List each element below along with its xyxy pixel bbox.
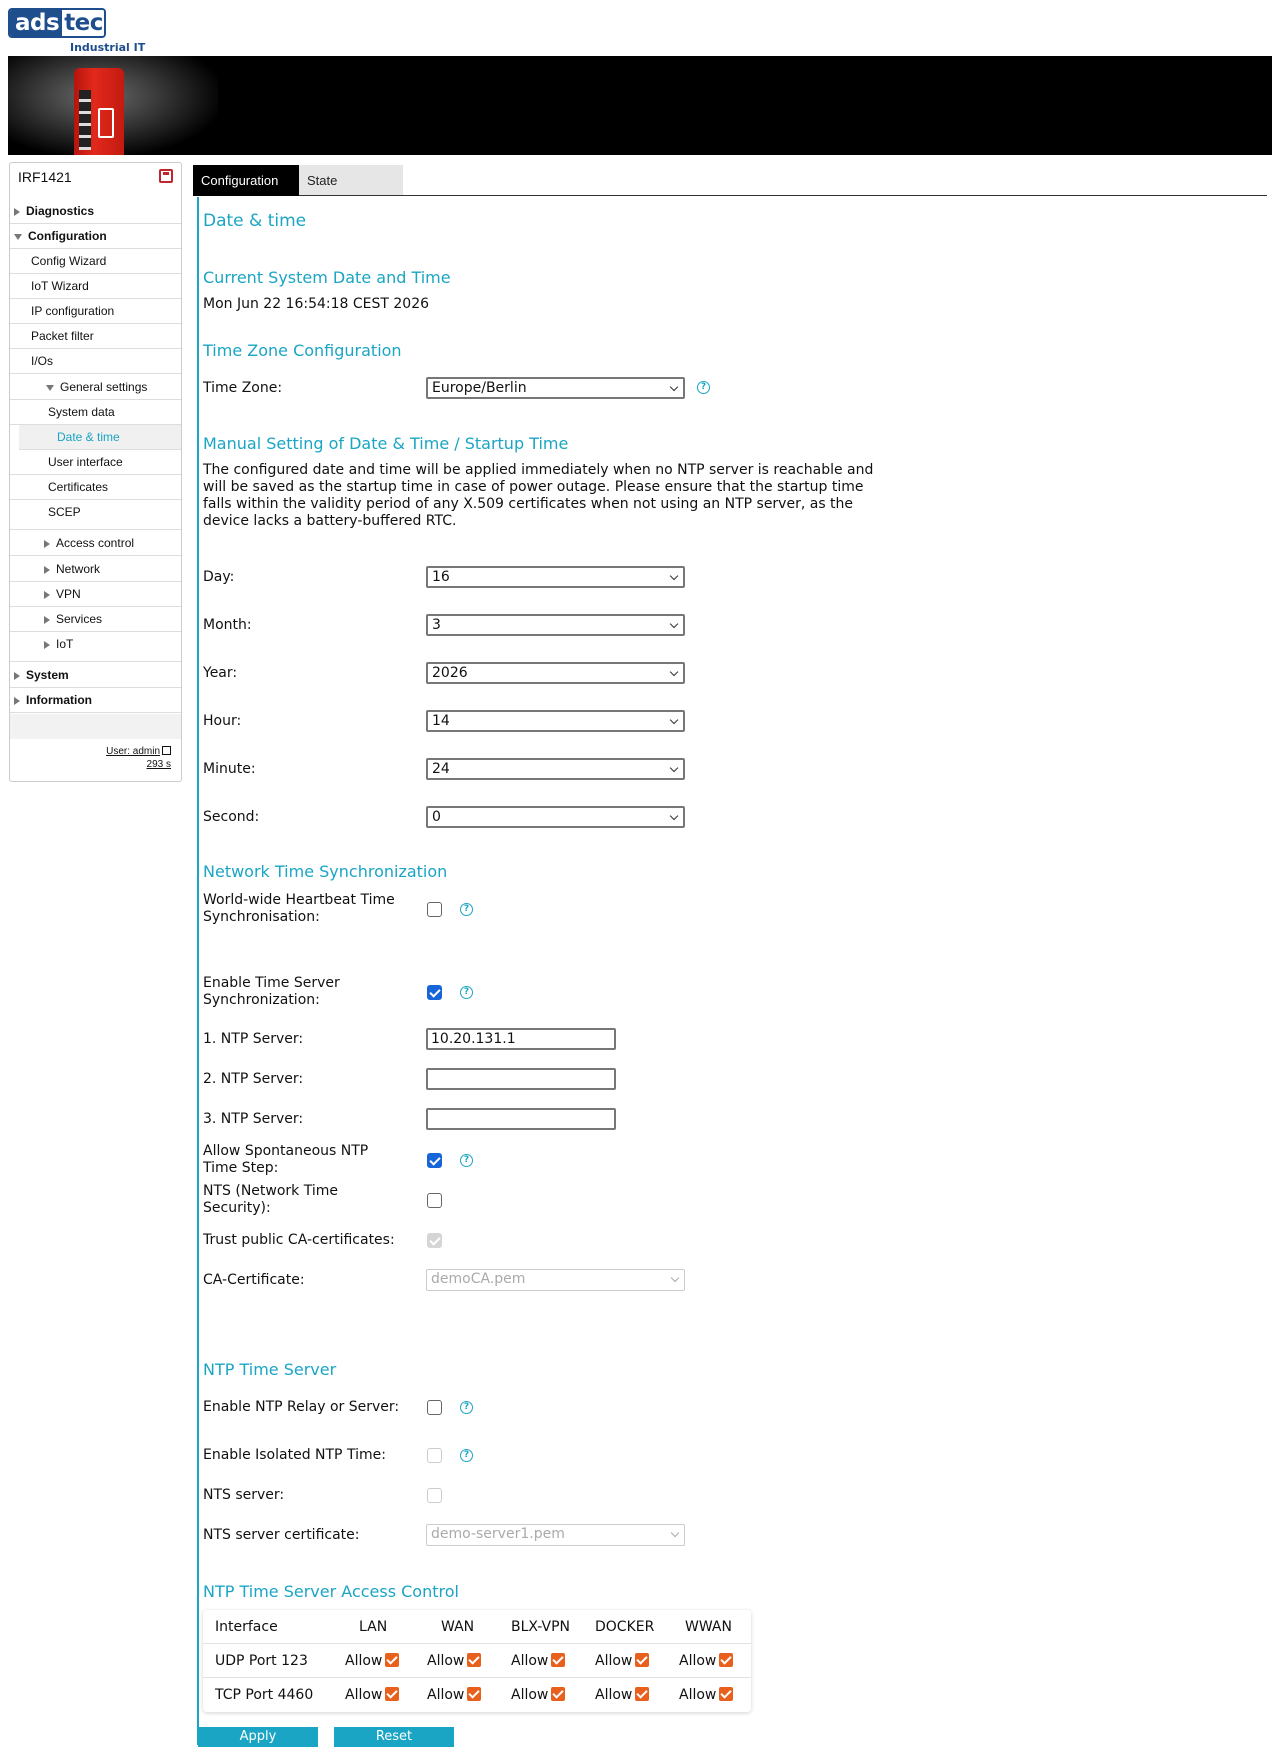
col-wan: WAN: [441, 1619, 475, 1635]
nts-cert-select: demo-server1.pem: [426, 1524, 685, 1546]
sidebar-item-services[interactable]: Services: [10, 607, 181, 632]
expand-right-icon: [44, 566, 50, 574]
user-link[interactable]: User: admin: [106, 746, 160, 757]
nts-label: NTS (Network Time Security):: [203, 1183, 338, 1216]
manual-description: The configured date and time will be applied immediately when no NTP server is reachable and will be saved as the startup time in case of power outage. Please ensure that the startup time falls within the validity period of any X.509 certificates when not using an NTP server, as the device lacks a battery-buffered RTC.: [203, 462, 874, 529]
allow-cell[interactable]: Allow: [511, 1644, 565, 1678]
ntp1-label: 1. NTP Server:: [203, 1031, 304, 1047]
year-label: Year:: [203, 665, 238, 681]
relay-checkbox[interactable]: [427, 1400, 442, 1415]
sidebar-item-iot-wizard[interactable]: IoT Wizard: [10, 274, 181, 299]
allow-cell[interactable]: Allow: [427, 1678, 481, 1712]
ca-cert-label: CA-Certificate:: [203, 1272, 305, 1288]
table-row: [203, 1644, 751, 1678]
router-device-image: [74, 68, 124, 155]
header-banner: [8, 56, 1272, 155]
nts-server-label: NTS server:: [203, 1487, 285, 1503]
sidebar-item-packet-filter[interactable]: Packet filter: [10, 324, 181, 349]
nts-checkbox[interactable]: [427, 1193, 442, 1208]
save-icon[interactable]: [159, 169, 173, 183]
sidebar-item-system[interactable]: System: [10, 663, 181, 688]
col-wwan: WWAN: [685, 1619, 732, 1635]
section-current-heading: Current System Date and Time: [203, 268, 451, 287]
adstec-logo: [8, 8, 106, 38]
allow-cell[interactable]: Allow: [595, 1678, 649, 1712]
minute-label: Minute:: [203, 761, 256, 777]
sidebar-item-general-settings[interactable]: General settings: [10, 375, 181, 400]
trust-ca-label: Trust public CA-certificates:: [203, 1232, 395, 1248]
logo-right: tec: [62, 10, 106, 36]
expand-right-icon: [14, 672, 20, 680]
second-label: Second:: [203, 809, 260, 825]
nts-server-checkbox[interactable]: [427, 1488, 442, 1503]
sidebar-item-ios[interactable]: I/Os: [10, 349, 181, 374]
help-icon[interactable]: ?: [460, 1154, 473, 1167]
expand-right-icon: [44, 591, 50, 599]
sidebar-item-date-time[interactable]: Date & time: [19, 425, 181, 450]
row-name: UDP Port 123: [215, 1653, 308, 1669]
allow-cell[interactable]: Allow: [595, 1644, 649, 1678]
sidebar-item-network[interactable]: Network: [10, 557, 181, 582]
month-select[interactable]: 3: [426, 614, 685, 636]
ntp3-input[interactable]: [426, 1108, 616, 1130]
table-header-row: [203, 1610, 751, 1644]
allow-checkbox: [467, 1653, 481, 1667]
allow-cell[interactable]: Allow: [679, 1678, 733, 1712]
help-icon[interactable]: ?: [460, 1449, 473, 1462]
allow-checkbox: [385, 1687, 399, 1701]
isolated-label: Enable Isolated NTP Time:: [203, 1447, 386, 1463]
enable-sync-label: Enable Time Server Synchronization:: [203, 975, 340, 1008]
isolated-checkbox[interactable]: [427, 1448, 442, 1463]
page-title: Date & time: [203, 211, 307, 231]
help-icon[interactable]: ?: [697, 381, 710, 394]
tab-configuration[interactable]: Configuration: [193, 165, 299, 196]
expand-right-icon: [44, 641, 50, 649]
section-server-heading: NTP Time Server: [203, 1360, 337, 1379]
ntp2-label: 2. NTP Server:: [203, 1071, 304, 1087]
heartbeat-label: World-wide Heartbeat Time Synchronisation:: [203, 892, 395, 925]
allow-checkbox: [385, 1653, 399, 1667]
section-access-heading: NTP Time Server Access Control: [203, 1582, 459, 1601]
apply-button[interactable]: Apply: [198, 1727, 318, 1747]
nts-cert-label: NTS server certificate:: [203, 1527, 360, 1543]
expand-right-icon: [14, 697, 20, 705]
col-blx-vpn: BLX-VPN: [511, 1619, 571, 1635]
timezone-select[interactable]: Europe/Berlin: [426, 377, 685, 399]
expand-down-icon: [14, 234, 22, 240]
allow-cell[interactable]: Allow: [511, 1678, 565, 1712]
sidebar-item-system-data[interactable]: System data: [10, 400, 181, 425]
day-label: Day:: [203, 569, 235, 585]
current-datetime: Mon Jun 22 16:54:18 CEST 2026: [203, 296, 430, 312]
enable-sync-checkbox[interactable]: [427, 985, 442, 1000]
allow-cell[interactable]: Allow: [679, 1644, 733, 1678]
sidebar-item-information[interactable]: Information: [10, 688, 181, 713]
sidebar-item-user-interface[interactable]: User interface: [10, 450, 181, 475]
sidebar-item-diagnostics[interactable]: Diagnostics: [10, 199, 181, 224]
second-select[interactable]: 0: [426, 806, 685, 828]
heartbeat-checkbox[interactable]: [427, 902, 442, 917]
spontaneous-checkbox[interactable]: [427, 1153, 442, 1168]
col-docker: DOCKER: [595, 1619, 655, 1635]
sidebar-item-iot[interactable]: IoT: [10, 632, 181, 662]
allow-cell[interactable]: Allow: [345, 1644, 399, 1678]
timezone-label: Time Zone:: [203, 380, 283, 396]
allow-checkbox: [719, 1687, 733, 1701]
sidebar-item-access-control[interactable]: Access control: [10, 531, 181, 556]
section-nts-heading: Network Time Synchronization: [203, 862, 448, 881]
user-info: [106, 745, 171, 771]
device-name: IRF1421: [18, 169, 72, 185]
minute-select[interactable]: 24: [426, 758, 685, 780]
sidebar-item-vpn[interactable]: VPN: [10, 582, 181, 607]
reset-button[interactable]: Reset: [334, 1727, 454, 1747]
ca-cert-select: demoCA.pem: [426, 1269, 685, 1291]
allow-checkbox: [719, 1653, 733, 1667]
sidebar-item-configuration[interactable]: Configuration: [10, 224, 181, 249]
year-select[interactable]: 2026: [426, 662, 685, 684]
sidebar-nav: [9, 162, 182, 782]
allow-checkbox: [551, 1653, 565, 1667]
help-icon[interactable]: ?: [460, 986, 473, 999]
ntp3-label: 3. NTP Server:: [203, 1111, 304, 1127]
help-icon[interactable]: ?: [460, 903, 473, 916]
tab-state[interactable]: State: [299, 165, 403, 196]
col-interface: Interface: [215, 1619, 278, 1635]
trust-ca-checkbox: [427, 1233, 442, 1248]
expand-right-icon: [14, 208, 20, 216]
logout-icon[interactable]: [162, 746, 171, 755]
expand-down-icon: [46, 385, 54, 391]
allow-checkbox: [551, 1687, 565, 1701]
session-timer: 293 s: [146, 759, 171, 770]
allow-cell[interactable]: Allow: [345, 1678, 399, 1712]
sidebar-item-config-wizard[interactable]: Config Wizard: [10, 249, 181, 274]
table-row: [203, 1678, 751, 1712]
sidebar-item-certificates[interactable]: Certificates: [10, 475, 181, 500]
allow-checkbox: [467, 1687, 481, 1701]
section-manual-heading: Manual Setting of Date & Time / Startup Time: [203, 434, 569, 453]
ntp1-input[interactable]: 10.20.131.1: [426, 1028, 616, 1050]
relay-label: Enable NTP Relay or Server:: [203, 1399, 400, 1415]
day-select[interactable]: 16: [426, 566, 685, 588]
allow-checkbox: [635, 1653, 649, 1667]
sidebar-item-ip-configuration[interactable]: IP configuration: [10, 299, 181, 324]
section-timezone-heading: Time Zone Configuration: [203, 341, 402, 360]
ntp2-input[interactable]: [426, 1068, 616, 1090]
allow-checkbox: [635, 1687, 649, 1701]
expand-right-icon: [44, 616, 50, 624]
hour-select[interactable]: 14: [426, 710, 685, 732]
access-control-table: [203, 1610, 751, 1712]
logo-subtitle: Industrial IT: [70, 41, 146, 54]
month-label: Month:: [203, 617, 252, 633]
sidebar-item-scep[interactable]: SCEP: [10, 500, 181, 530]
allow-cell[interactable]: Allow: [427, 1644, 481, 1678]
hour-label: Hour:: [203, 713, 242, 729]
help-icon[interactable]: ?: [460, 1401, 473, 1414]
col-lan: LAN: [359, 1619, 388, 1635]
expand-right-icon: [44, 540, 50, 548]
spontaneous-label: Allow Spontaneous NTP Time Step:: [203, 1143, 369, 1176]
logo-left: ads: [10, 10, 62, 36]
row-name: TCP Port 4460: [215, 1687, 314, 1703]
